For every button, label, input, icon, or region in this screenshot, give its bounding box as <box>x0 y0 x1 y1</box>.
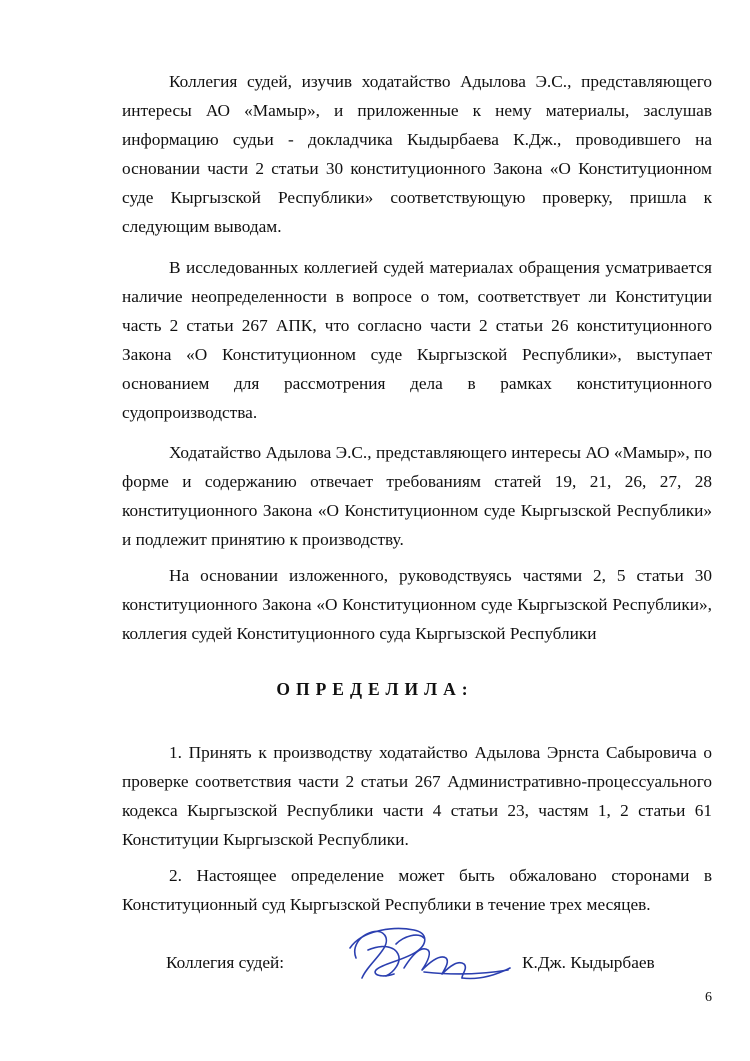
paragraph-petition-conformity: Ходатайство Адылова Э.С., представляющего интересы АО «Мамыр», по форме и содержанию отвечает требованиям статей 19, 21, 26, 27, 28 конституционного Закона «О Конституционном суде Кыргызской Республики» и подлежит принятию к производству. <box>122 443 712 549</box>
paragraph-basis: На основании изложенного, руководствуясь частями 2, 5 статьи 30 конституционного Закона «О Конституционном суде Кыргызской Республики», коллегия судей Конституционного суда Кыргызской Республики <box>122 566 712 643</box>
decision-item-1: 1. Принять к производству ходатайство Адылова Эрнста Сабыровича о проверке соответствия части 2 статьи 267 Административно-процессуального кодекса Кыргызской Республики части 4 статьи 23, частям 1, 2 статьи 61 Конституции Кыргызской Республики. <box>122 743 712 849</box>
paragraph-review: Коллегия судей, изучив ходатайство Адылова Э.С., представляющего интересы АО «Мамыр», и приложенные к нему материалы, заслушав информацию судьи - докладчика Кыдырбаева К.Дж., проводившего на основании части 2 статьи 30 конституционного Закона «О Конституционном суде Кыргызской Республики» соответствующую проверку, пришла к следующим выводам. <box>122 72 712 236</box>
page-number: 6 <box>705 990 712 1005</box>
decision-item-2: 2. Настоящее определение может быть обжаловано сторонами в Конституционный суд Кыргызской Республики в течение трех месяцев. <box>122 866 712 914</box>
paragraph-uncertainty: В исследованных коллегией судей материалах обращения усматривается наличие неопределенности в вопросе о том, соответствует ли Конституции часть 2 статьи 267 АПК, что согласно части 2 статьи 26 конституционного Закона «О Конституционном суде Кыргызской Республики», выступает основанием для рассмотрения дела в рамках конституционного судопроизводства. <box>122 258 712 422</box>
signature-label: Коллегия судей: <box>166 953 285 972</box>
handwritten-signature <box>332 918 522 992</box>
judge-name: К.Дж. Кыдырбаев <box>522 953 655 972</box>
decision-heading: ОПРЕДЕЛИЛА: <box>276 679 474 699</box>
